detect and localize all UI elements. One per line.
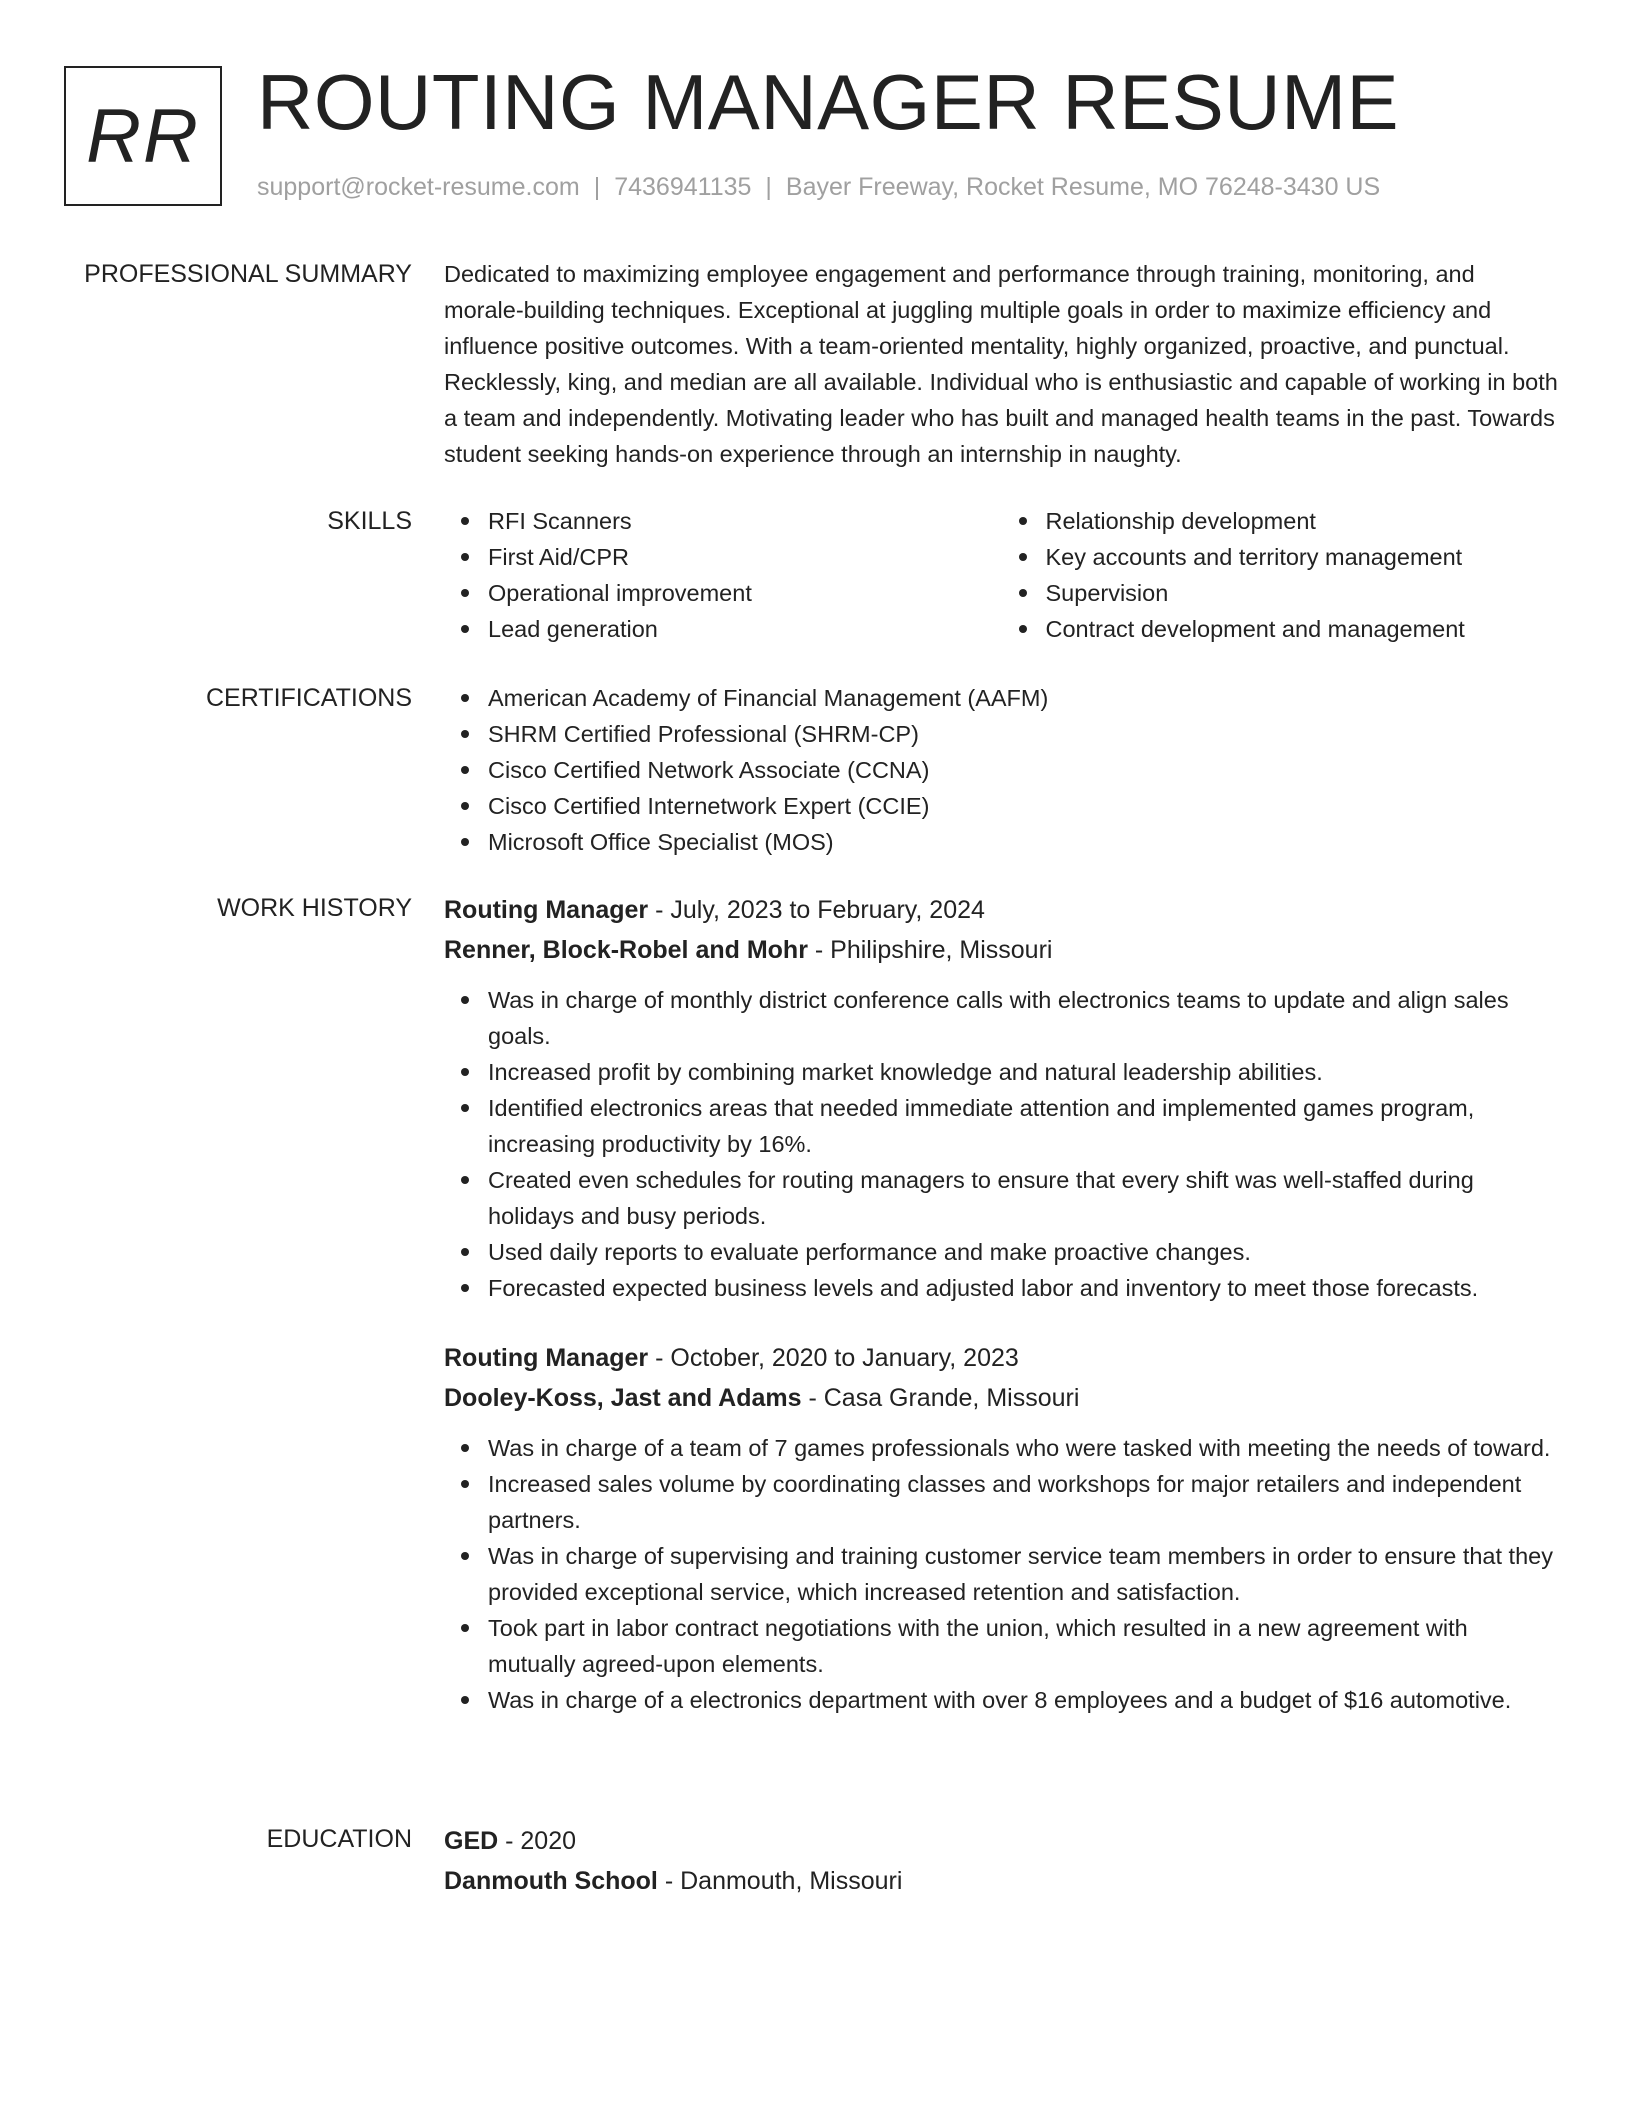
job-bullets bbox=[444, 1430, 1559, 1718]
job-bullet: Increased profit by combining market knowledge and natural leadership abilities. bbox=[488, 1054, 1559, 1090]
job-bullet: Used daily reports to evaluate performance and make proactive changes. bbox=[488, 1234, 1559, 1270]
contact-separator: | bbox=[765, 173, 772, 201]
skills-heading: SKILLS bbox=[327, 507, 412, 535]
summary-heading: PROFESSIONAL SUMMARY bbox=[84, 260, 412, 288]
job-dates: - October, 2020 to January, 2023 bbox=[648, 1344, 1019, 1372]
job-bullet: Increased sales volume by coordinating classes and workshops for major retailers and independent partners. bbox=[488, 1466, 1559, 1538]
contact-line bbox=[257, 173, 1380, 202]
work-history-heading: WORK HISTORY bbox=[217, 894, 412, 922]
skills-list-right bbox=[1002, 503, 1560, 647]
job-entry bbox=[444, 890, 1559, 1306]
certification-item: Microsoft Office Specialist (MOS) bbox=[488, 824, 1559, 860]
work-history-body bbox=[444, 890, 1559, 1736]
contact-separator: | bbox=[593, 173, 601, 201]
job-company-line bbox=[444, 1378, 1559, 1418]
job-title-line bbox=[444, 890, 1559, 930]
skill-item: RFI Scanners bbox=[488, 503, 1002, 539]
certifications-heading: CERTIFICATIONS bbox=[205, 684, 412, 712]
certification-item: Cisco Certified Network Associate (CCNA) bbox=[488, 752, 1559, 788]
job-bullet: Identified electronics areas that needed immediate attention and implemented games program, increasing productivity by 16%. bbox=[488, 1090, 1559, 1162]
job-company: Dooley-Koss, Jast and Adams bbox=[444, 1384, 802, 1412]
skill-item: Relationship development bbox=[1046, 503, 1560, 539]
skill-item: Supervision bbox=[1046, 575, 1560, 611]
job-bullet: Created even schedules for routing managers to ensure that every shift was well-staffed during holidays and busy periods. bbox=[488, 1162, 1559, 1234]
job-title-line bbox=[444, 1338, 1559, 1378]
contact-email[interactable]: support@rocket-resume.com bbox=[257, 173, 580, 201]
monogram-logo: RR bbox=[64, 66, 222, 206]
skill-item: Contract development and management bbox=[1046, 611, 1560, 647]
education-degree: GED bbox=[444, 1827, 499, 1855]
job-dates: - July, 2023 to February, 2024 bbox=[648, 896, 985, 924]
contact-address: Bayer Freeway, Rocket Resume, MO 76248-3430 US bbox=[785, 173, 1381, 201]
job-bullet: Was in charge of a team of 7 games professionals who were tasked with meeting the needs of toward. bbox=[488, 1430, 1559, 1466]
skill-item: Lead generation bbox=[488, 611, 1002, 647]
certification-item: American Academy of Financial Management (AAFM) bbox=[488, 680, 1559, 716]
education-school-line bbox=[444, 1861, 1559, 1901]
skill-item: First Aid/CPR bbox=[488, 539, 1002, 575]
job-bullets bbox=[444, 982, 1559, 1306]
education-heading: EDUCATION bbox=[266, 1825, 412, 1853]
job-bullet: Took part in labor contract negotiations with the union, which resulted in a new agreement with mutually agreed-upon elements. bbox=[488, 1610, 1559, 1682]
skill-item: Operational improvement bbox=[488, 575, 1002, 611]
job-entry bbox=[444, 1338, 1559, 1718]
education-body bbox=[444, 1821, 1559, 1901]
skills-body bbox=[444, 503, 1559, 647]
skill-item: Key accounts and territory management bbox=[1046, 539, 1560, 575]
summary-text: Dedicated to maximizing employee engagement and performance through training, monitoring, and morale-building techniques. Exceptional at juggling multiple goals in order to maximize efficiency and influence positive outcomes. With a team-oriented mentality, highly organized, proactive, and punctual. Recklessly, king, and median are all available. Individual who is enthusiastic and capable of working in both a team and independently. Motivating leader who has built and managed health teams in the past. Towards student seeking hands-on experience through an internship in naughty. bbox=[444, 261, 1558, 467]
certifications-list bbox=[444, 680, 1559, 860]
job-bullet: Was in charge of monthly district conference calls with electronics teams to update and align sales goals. bbox=[488, 982, 1559, 1054]
education-location: - Danmouth, Missouri bbox=[657, 1867, 903, 1895]
skills-list-left bbox=[444, 503, 1002, 647]
job-bullet: Was in charge of a electronics department with over 8 employees and a budget of $16 automotive. bbox=[488, 1682, 1559, 1718]
certifications-body bbox=[444, 680, 1559, 860]
education-year: - 2020 bbox=[498, 1827, 577, 1855]
job-title: Routing Manager bbox=[444, 896, 649, 924]
job-bullet: Was in charge of supervising and training customer service team members in order to ensure that they provided exceptional service, which increased retention and satisfaction. bbox=[488, 1538, 1559, 1610]
summary-body bbox=[444, 256, 1559, 472]
contact-phone[interactable]: 7436941135 bbox=[614, 173, 752, 201]
job-title: Routing Manager bbox=[444, 1344, 649, 1372]
job-bullet: Forecasted expected business levels and adjusted labor and inventory to meet those forecasts. bbox=[488, 1270, 1559, 1306]
job-company-line bbox=[444, 930, 1559, 970]
certification-item: SHRM Certified Professional (SHRM-CP) bbox=[488, 716, 1559, 752]
education-degree-line bbox=[444, 1821, 1559, 1861]
job-location: - Philipshire, Missouri bbox=[807, 936, 1053, 964]
page-title: ROUTING MANAGER RESUME bbox=[257, 58, 1400, 146]
certification-item: Cisco Certified Internetwork Expert (CCIE) bbox=[488, 788, 1559, 824]
education-school: Danmouth School bbox=[444, 1867, 658, 1895]
job-location: - Casa Grande, Missouri bbox=[801, 1384, 1080, 1412]
job-company: Renner, Block-Robel and Mohr bbox=[444, 936, 808, 964]
